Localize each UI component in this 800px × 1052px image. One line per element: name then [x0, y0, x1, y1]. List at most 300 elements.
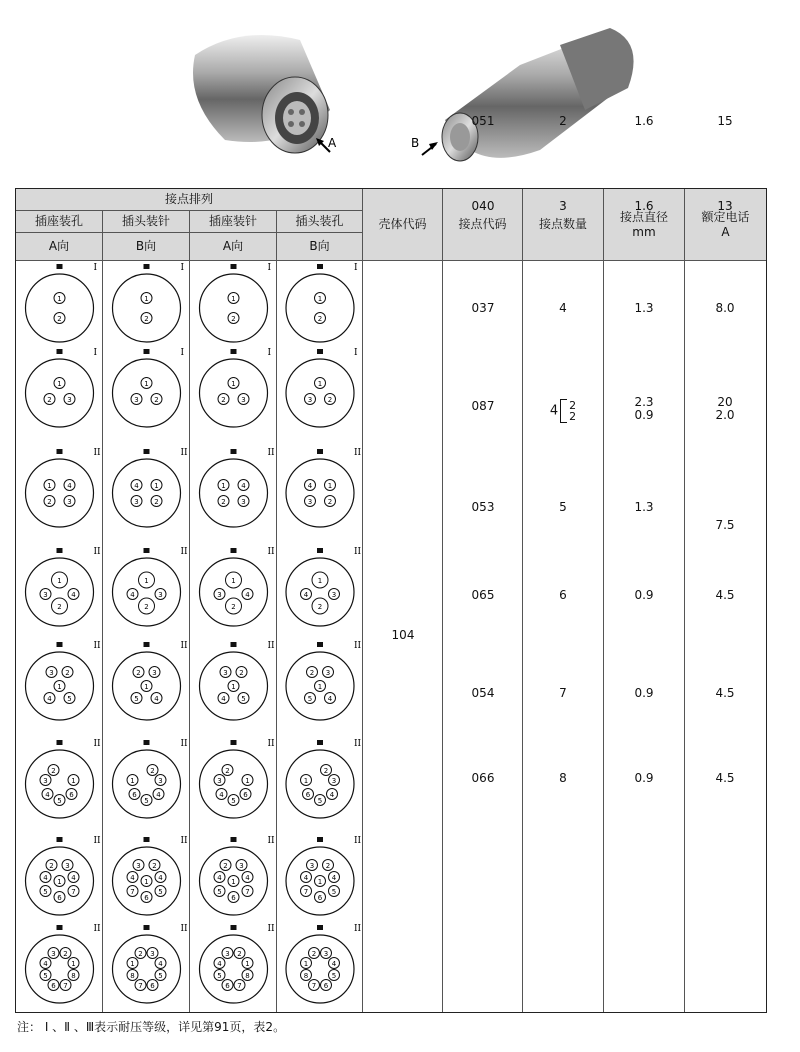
diameter-value: 1.3 — [634, 301, 654, 315]
key-marker — [144, 548, 150, 553]
contact-number: 2 — [325, 862, 331, 870]
grade-mark: II — [354, 739, 362, 749]
contact-count-total: 4 — [549, 403, 559, 419]
contact-number: 1 — [154, 482, 159, 490]
grade-mark: II — [354, 448, 362, 458]
label-b: B — [411, 136, 420, 150]
key-marker — [317, 642, 323, 647]
contact-arrangement-diagram — [113, 263, 185, 342]
contact-number: 8 — [245, 972, 250, 980]
contact-number: 5 — [57, 797, 62, 805]
contact-number: 1 — [144, 878, 149, 886]
contact-code-value: 054 — [471, 686, 495, 700]
key-marker — [317, 264, 323, 269]
header-dir-b1: B向 — [103, 233, 190, 261]
contact-number: 2 — [317, 603, 323, 611]
contact-number: 3 — [67, 396, 72, 404]
header-socket-pin: 插座装针 — [190, 211, 277, 233]
contact-number: 6 — [317, 894, 323, 902]
contact-number: 2 — [150, 767, 155, 775]
contact-number: 3 — [331, 777, 337, 785]
contact-number: 1 — [144, 295, 149, 303]
contact-number: 4 — [130, 591, 135, 599]
key-marker — [144, 925, 150, 930]
contact-number: 2 — [323, 767, 329, 775]
col-diameter — [604, 261, 685, 1012]
grade-mark: II — [180, 739, 188, 749]
contact-number: 4 — [331, 874, 337, 882]
contact-number: 3 — [152, 669, 157, 677]
key-marker — [317, 837, 323, 842]
contact-number: 3 — [43, 591, 48, 599]
header-diameter-unit: mm — [632, 224, 656, 239]
contact-number: 8 — [303, 972, 309, 980]
grade-mark: II — [354, 924, 362, 934]
contact-number: 6 — [150, 982, 155, 990]
contact-number: 1 — [57, 380, 62, 388]
current-value: 15 — [717, 114, 733, 128]
contact-number: 6 — [57, 894, 62, 902]
contact-number: 2 — [231, 315, 236, 323]
contact-count-value: 3 — [559, 199, 567, 213]
shell-outline — [200, 459, 268, 527]
contact-number: 4 — [221, 695, 226, 703]
contact-number: 7 — [63, 982, 68, 990]
label-a: A — [328, 136, 337, 150]
contact-number: 1 — [221, 482, 226, 490]
key-marker — [57, 548, 63, 553]
key-marker — [317, 449, 323, 454]
contact-arrangement-diagram — [286, 547, 362, 626]
grade-mark: II — [180, 448, 188, 458]
header-shell-code: 壳体代码 — [363, 189, 443, 261]
contact-arrangement-diagram — [26, 263, 98, 342]
diameter-value: 1.6 — [634, 114, 654, 128]
contact-number: 1 — [144, 380, 149, 388]
product-photos — [0, 0, 800, 180]
grade-mark: II — [180, 924, 188, 934]
contact-code-value: 051 — [471, 114, 495, 128]
contact-number: 4 — [156, 791, 161, 799]
contact-arrangement-diagram — [113, 641, 189, 720]
grade-mark: II — [93, 641, 101, 651]
grade-mark: II — [93, 547, 101, 557]
current-value: 8.0 — [715, 301, 735, 315]
key-marker — [231, 548, 237, 553]
contact-arrangement-diagram — [26, 641, 102, 720]
contact-number: 2 — [237, 950, 242, 958]
plug-photo — [422, 28, 634, 161]
shell-outline — [113, 750, 181, 818]
diameter-value: 0.9 — [634, 408, 654, 422]
col-contact-code — [443, 261, 523, 1012]
contact-number: 4 — [130, 874, 135, 882]
grade-mark: II — [267, 924, 275, 934]
contact-number: 1 — [327, 482, 333, 490]
contact-number: 3 — [309, 862, 315, 870]
contact-number: 6 — [305, 791, 311, 799]
contact-number: 3 — [217, 591, 222, 599]
contact-number: 4 — [67, 482, 72, 490]
key-marker — [231, 449, 237, 454]
contact-number: 2 — [154, 498, 159, 506]
grade-mark: II — [180, 641, 188, 651]
contact-arrangement-diagram — [113, 547, 189, 626]
contact-number: 4 — [327, 695, 333, 703]
current-value: 4.5 — [715, 686, 735, 700]
key-marker — [231, 837, 237, 842]
contact-number: 4 — [43, 960, 48, 968]
key-marker — [231, 264, 237, 269]
shell-outline — [26, 274, 94, 342]
contact-number: 1 — [231, 683, 236, 691]
contact-count-value: 4 — [559, 301, 567, 315]
shell-outline — [113, 359, 181, 427]
shell-outline — [286, 750, 354, 818]
contact-number: 7 — [237, 982, 242, 990]
contact-arrangement-diagram — [286, 924, 362, 1003]
contact-count-value: 5 — [559, 500, 567, 514]
shell-outline — [200, 558, 268, 626]
header-dir-a2: A向 — [190, 233, 277, 261]
contact-number: 1 — [303, 960, 309, 968]
contact-number: 1 — [47, 482, 52, 490]
key-marker — [231, 740, 237, 745]
diameter-value: 0.9 — [634, 771, 654, 785]
contact-number: 3 — [225, 950, 230, 958]
contact-number: 6 — [243, 791, 248, 799]
grade-mark: I — [93, 263, 98, 273]
shell-outline — [200, 359, 268, 427]
grade-mark: I — [180, 263, 185, 273]
contact-number: 3 — [307, 498, 313, 506]
shell-outline — [200, 274, 268, 342]
contact-number: 4 — [158, 960, 163, 968]
header-diameter-label: 接点直径 — [619, 210, 668, 225]
current-value-053: 7.5 — [715, 518, 735, 532]
contact-number: 1 — [231, 380, 236, 388]
contact-arrangement-diagram — [200, 547, 276, 626]
contact-number: 2 — [152, 862, 157, 870]
contact-code-value: 087 — [471, 399, 495, 413]
key-marker — [57, 449, 63, 454]
contact-number: 3 — [67, 498, 72, 506]
grade-mark: I — [354, 263, 358, 273]
contact-number: 4 — [43, 874, 48, 882]
diameter-value: 0.9 — [634, 686, 654, 700]
contact-number: 1 — [130, 960, 135, 968]
contact-number: 3 — [51, 950, 56, 958]
shell-code-value: 104 — [391, 628, 415, 642]
contact-number: 3 — [241, 396, 246, 404]
current-value: 4.5 — [715, 771, 735, 785]
diameter-value: 1.6 — [634, 199, 654, 213]
contact-arrangement-diagram — [286, 263, 358, 342]
contact-number: 2 — [47, 498, 52, 506]
contact-arrangement-diagram — [113, 348, 185, 427]
contact-number: 4 — [245, 874, 250, 882]
header-contact-arrangement: 接点排列 — [16, 189, 363, 211]
contact-number: 4 — [307, 482, 313, 490]
header-current-label: 额定电话 — [701, 210, 750, 225]
contact-number: 4 — [331, 960, 337, 968]
contact-number: 3 — [323, 950, 329, 958]
grade-mark: II — [267, 836, 275, 846]
shell-outline — [286, 274, 354, 342]
current-value: 4.5 — [715, 588, 735, 602]
contact-number: 7 — [71, 888, 76, 896]
contact-number: 3 — [217, 777, 222, 785]
contact-number: 1 — [144, 577, 149, 585]
grade-mark: II — [354, 836, 362, 846]
contact-number: 5 — [67, 695, 72, 703]
contact-number: 6 — [51, 982, 56, 990]
contact-number: 3 — [158, 777, 163, 785]
shell-outline — [286, 359, 354, 427]
key-marker — [317, 925, 323, 930]
header-plug-pin: 插头装针 — [103, 211, 190, 233]
contact-count-value: 6 — [559, 588, 567, 602]
contact-number: 5 — [331, 972, 337, 980]
contact-count-value: 7 — [559, 686, 567, 700]
contact-number: 6 — [323, 982, 329, 990]
shell-outline — [26, 750, 94, 818]
contact-arrangement-diagram — [113, 836, 189, 915]
contact-number: 3 — [134, 396, 139, 404]
grade-mark: II — [354, 641, 362, 651]
contact-number: 3 — [241, 498, 246, 506]
contact-arrangement-diagram — [200, 448, 276, 527]
contact-number: 7 — [138, 982, 143, 990]
contact-number: 3 — [325, 669, 331, 677]
contact-arrangement-diagram — [286, 641, 362, 720]
key-marker — [144, 740, 150, 745]
shell-outline — [286, 935, 354, 1003]
contact-code-value: 065 — [471, 588, 495, 602]
key-marker — [144, 642, 150, 647]
key-marker — [57, 349, 63, 354]
contact-number: 3 — [134, 498, 139, 506]
contact-arrangement-diagram — [286, 739, 362, 818]
contact-number: 5 — [217, 972, 222, 980]
header-current-unit: A — [721, 224, 730, 239]
contact-number: 8 — [71, 972, 76, 980]
contact-number: 2 — [221, 396, 226, 404]
contact-number: 5 — [158, 972, 163, 980]
contact-number: 6 — [225, 982, 230, 990]
contact-count-value: 2 — [559, 114, 567, 128]
contact-number: 2 — [317, 315, 323, 323]
shell-outline — [286, 459, 354, 527]
contact-number: 2 — [138, 950, 143, 958]
contact-number: 4 — [47, 695, 52, 703]
contact-number: 4 — [134, 482, 139, 490]
grade-mark: II — [93, 448, 101, 458]
contact-number: 1 — [130, 777, 135, 785]
shell-outline — [200, 935, 268, 1003]
contact-code-value: 040 — [471, 199, 495, 213]
contact-number: 3 — [65, 862, 70, 870]
contact-number: 2 — [225, 767, 230, 775]
contact-arrangement-diagram — [200, 739, 276, 818]
contact-number: 6 — [144, 894, 149, 902]
contact-number: 1 — [231, 295, 236, 303]
contact-arrangement-diagram — [286, 348, 358, 427]
contact-number: 3 — [239, 862, 244, 870]
contact-number: 2 — [311, 950, 317, 958]
contact-diagrams — [16, 261, 363, 1012]
contact-number: 8 — [130, 972, 135, 980]
contact-number: 3 — [136, 862, 141, 870]
contact-arrangement-diagram — [286, 836, 362, 915]
contact-count-value: 8 — [559, 771, 567, 785]
diameter-value: 1.3 — [634, 500, 654, 514]
grade-mark: II — [180, 836, 188, 846]
contact-number: 5 — [331, 888, 337, 896]
grade-mark: II — [267, 547, 275, 557]
contact-number: 7 — [245, 888, 250, 896]
key-marker — [57, 837, 63, 842]
contact-number: 2 — [144, 315, 149, 323]
grade-mark: II — [267, 641, 275, 651]
contact-number: 2 — [223, 862, 228, 870]
contact-number: 2 — [49, 862, 54, 870]
shell-outline — [113, 459, 181, 527]
contact-number: 3 — [49, 669, 54, 677]
contact-number: 1 — [245, 960, 250, 968]
grade-mark: II — [354, 547, 362, 557]
contact-count-sub: 2 — [569, 410, 577, 423]
contact-number: 6 — [132, 791, 137, 799]
contact-number: 3 — [307, 396, 313, 404]
header-dir-b2: B向 — [277, 233, 363, 261]
contact-number: 2 — [144, 603, 149, 611]
contact-number: 5 — [317, 797, 323, 805]
contact-count-sub: 2 — [569, 399, 577, 412]
col-contact-count — [523, 261, 604, 1012]
contact-arrangement-diagram — [26, 348, 98, 427]
contact-arrangement-diagram — [26, 836, 102, 915]
contact-arrangement-diagram — [200, 641, 276, 720]
contact-number: 1 — [317, 577, 323, 585]
contact-arrangement-diagram — [113, 448, 189, 527]
grade-mark: I — [93, 348, 98, 358]
contact-code-value: 066 — [471, 771, 495, 785]
contact-number: 4 — [329, 791, 335, 799]
socket-photo — [193, 35, 330, 153]
contact-number: 2 — [57, 315, 62, 323]
contact-number: 4 — [71, 874, 76, 882]
contact-number: 5 — [144, 797, 149, 805]
contact-number: 5 — [241, 695, 246, 703]
contact-code-value: 053 — [471, 500, 495, 514]
contact-number: 1 — [144, 683, 149, 691]
shell-outline — [26, 359, 94, 427]
contact-arrangement-diagram — [26, 924, 102, 1003]
contact-number: 7 — [311, 982, 317, 990]
contact-number: 1 — [57, 577, 62, 585]
shell-outline — [26, 558, 94, 626]
header-plug-hole: 插头装孔 — [277, 211, 363, 233]
contact-arrangement-diagram — [200, 924, 276, 1003]
contact-number: 3 — [43, 777, 48, 785]
grade-mark: I — [267, 263, 272, 273]
contact-number: 2 — [231, 603, 236, 611]
contact-number: 2 — [63, 950, 68, 958]
key-marker — [57, 925, 63, 930]
contact-number: 5 — [158, 888, 163, 896]
grade-mark: I — [267, 348, 272, 358]
contact-number: 3 — [223, 669, 228, 677]
grade-mark: II — [180, 547, 188, 557]
shell-outline — [113, 274, 181, 342]
contact-number: 1 — [71, 777, 76, 785]
contact-number: 5 — [307, 695, 313, 703]
contact-number: 2 — [57, 603, 62, 611]
key-marker — [144, 264, 150, 269]
contact-number: 3 — [150, 950, 155, 958]
contact-number: 1 — [57, 878, 62, 886]
contact-number: 5 — [43, 888, 48, 896]
contact-number: 2 — [65, 669, 70, 677]
contact-number: 4 — [303, 591, 309, 599]
contact-number: 1 — [317, 683, 323, 691]
contact-number: 4 — [245, 591, 250, 599]
contact-arrangement-diagram — [200, 348, 272, 427]
contact-arrangement-diagram — [113, 739, 189, 818]
key-marker — [231, 925, 237, 930]
contact-number: 2 — [327, 498, 333, 506]
contact-arrangement-diagram — [26, 547, 102, 626]
key-marker — [231, 349, 237, 354]
contact-number: 4 — [217, 960, 222, 968]
key-marker — [144, 449, 150, 454]
contact-number: 1 — [57, 295, 62, 303]
shell-outline — [26, 935, 94, 1003]
contact-count-value — [523, 399, 603, 423]
key-marker — [144, 837, 150, 842]
contact-table — [15, 114, 767, 1013]
contact-arrangement-diagram — [113, 924, 189, 1003]
contact-number: 1 — [317, 380, 323, 388]
contact-number: 7 — [130, 888, 135, 896]
contact-number: 4 — [219, 791, 224, 799]
shell-outline — [113, 935, 181, 1003]
contact-number: 4 — [241, 482, 246, 490]
grade-mark: II — [93, 836, 101, 846]
grade-mark: II — [267, 739, 275, 749]
contact-number: 4 — [45, 791, 50, 799]
contact-number: 1 — [231, 577, 236, 585]
contact-number: 1 — [303, 777, 309, 785]
key-marker — [57, 740, 63, 745]
contact-number: 1 — [71, 960, 76, 968]
contact-number: 2 — [327, 396, 333, 404]
contact-number: 5 — [217, 888, 222, 896]
contact-number: 2 — [47, 396, 52, 404]
contact-number: 6 — [69, 791, 74, 799]
grade-mark: I — [180, 348, 185, 358]
grade-mark: II — [267, 448, 275, 458]
header-contact-count: 接点数量 — [523, 189, 604, 261]
contact-number: 5 — [231, 797, 236, 805]
key-marker — [57, 264, 63, 269]
current-value: 13 — [717, 199, 733, 213]
contact-number: 4 — [303, 874, 309, 882]
shell-outline — [286, 558, 354, 626]
contact-number: 4 — [158, 874, 163, 882]
key-marker — [317, 349, 323, 354]
